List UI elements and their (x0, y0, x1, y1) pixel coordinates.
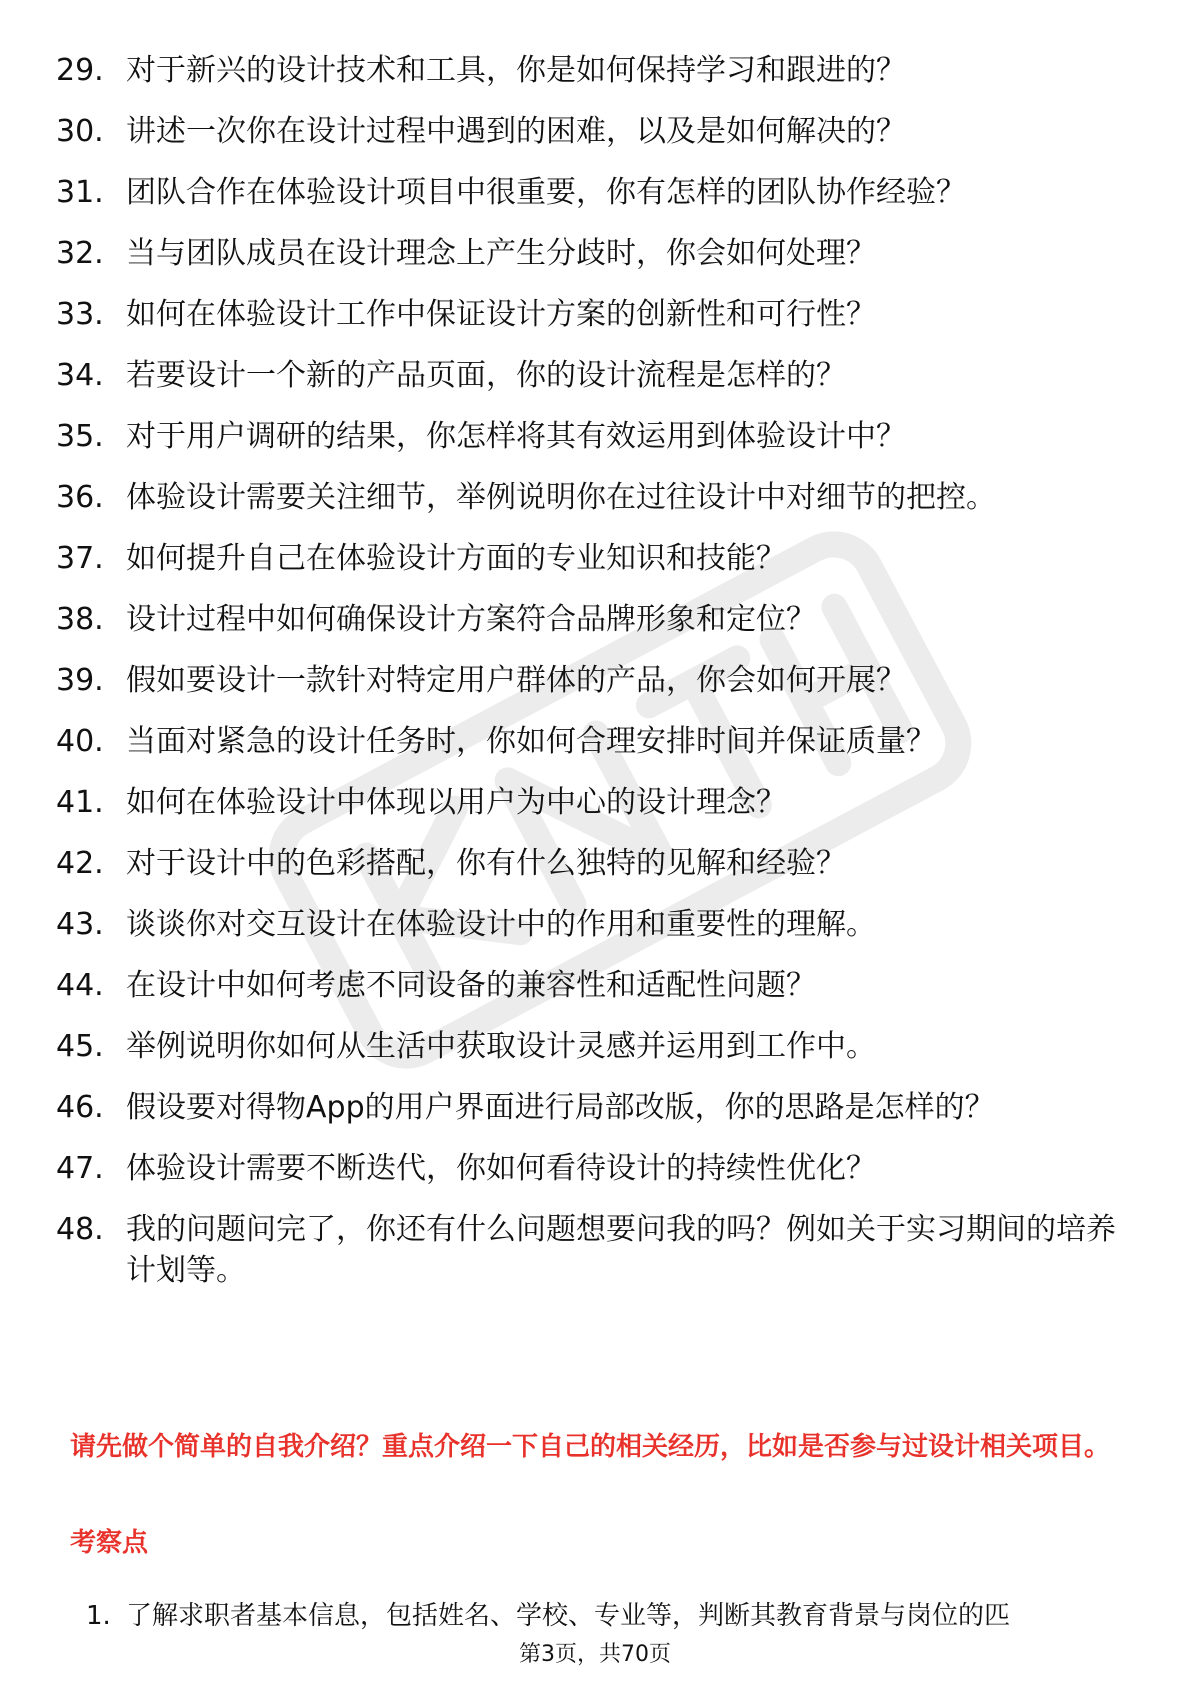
point-text: 了解求职者基本信息，包括姓名、学校、专业等，判断其教育背景与岗位的匹 (126, 1601, 1011, 1631)
list-item (56, 538, 1116, 579)
list-item (86, 1598, 1126, 1634)
list-item (56, 1148, 1116, 1189)
list-item (56, 477, 1116, 518)
question-number: 33. (56, 297, 104, 332)
question-number: 45. (56, 1029, 104, 1064)
question-text: 设计过程中如何确保设计方案符合品牌形象和定位？ (126, 602, 816, 637)
point-number: 1. (86, 1601, 111, 1631)
question-text: 如何在体验设计中体现以用户为中心的设计理念？ (126, 785, 786, 820)
question-text: 如何提升自己在体验设计方面的专业知识和技能？ (126, 541, 786, 576)
list-item (56, 782, 1116, 823)
list-item (56, 721, 1116, 762)
question-number: 42. (56, 846, 104, 881)
question-number: 30. (56, 114, 104, 149)
list-item (56, 416, 1116, 457)
question-text: 谈谈你对交互设计在体验设计中的作用和重要性的理解。 (126, 907, 876, 942)
question-text: 对于新兴的设计技术和工具，你是如何保持学习和跟进的？ (126, 53, 906, 88)
question-number: 46. (56, 1090, 104, 1125)
question-number: 47. (56, 1151, 104, 1186)
list-item (56, 172, 1116, 213)
question-text: 体验设计需要不断迭代，你如何看待设计的持续性优化？ (126, 1151, 876, 1186)
list-item (56, 1209, 1116, 1291)
question-number: 43. (56, 907, 104, 942)
question-number: 44. (56, 968, 104, 1003)
question-number: 38. (56, 602, 104, 637)
question-text: 若要设计一个新的产品页面，你的设计流程是怎样的？ (126, 358, 846, 393)
question-number: 41. (56, 785, 104, 820)
question-number: 32. (56, 236, 104, 271)
question-text: 当与团队成员在设计理念上产生分歧时，你会如何处理？ (126, 236, 876, 271)
question-list (56, 50, 1116, 1311)
question-text: 团队合作在体验设计项目中很重要，你有怎样的团队协作经验？ (126, 175, 966, 210)
question-text: 体验设计需要关注细节，举例说明你在过往设计中对细节的把控。 (126, 480, 996, 515)
list-item (56, 843, 1116, 884)
question-number: 34. (56, 358, 104, 393)
question-text: 在设计中如何考虑不同设备的兼容性和适配性问题？ (126, 968, 816, 1003)
list-item (56, 904, 1116, 945)
question-text: 举例说明你如何从生活中获取设计灵感并运用到工作中。 (126, 1029, 876, 1064)
list-item (56, 50, 1116, 91)
page-footer: 第3页，共70页 (519, 1642, 671, 1667)
list-item (56, 233, 1116, 274)
question-number: 36. (56, 480, 104, 515)
question-text: 对于设计中的色彩搭配，你有什么独特的见解和经验？ (126, 846, 846, 881)
question-text: 当面对紧急的设计任务时，你如何合理安排时间并保证质量？ (126, 724, 936, 759)
points-list (86, 1598, 1126, 1634)
section-label: 考察点 (70, 1528, 149, 1558)
list-item (56, 660, 1116, 701)
list-item (56, 1026, 1116, 1067)
list-item (56, 1087, 1116, 1128)
question-number: 40. (56, 724, 104, 759)
question-number: 35. (56, 419, 104, 454)
question-number: 48. (56, 1212, 104, 1247)
list-item (56, 355, 1116, 396)
question-number: 29. (56, 53, 104, 88)
question-text: 我的问题问完了，你还有什么问题想要问我的吗？例如关于实习期间的培养计划等。 (126, 1212, 1116, 1288)
question-number: 31. (56, 175, 104, 210)
question-text: 讲述一次你在设计过程中遇到的困难，以及是如何解决的？ (126, 114, 906, 149)
question-text: 如何在体验设计工作中保证设计方案的创新性和可行性？ (126, 297, 876, 332)
question-text: 对于用户调研的结果，你怎样将其有效运用到体验设计中？ (126, 419, 906, 454)
list-item (56, 965, 1116, 1006)
question-number: 39. (56, 663, 104, 698)
highlight-question: 请先做个简单的自我介绍？重点介绍一下自己的相关经历，比如是否参与过设计相关项目。 (70, 1432, 1111, 1462)
question-text: 假如要设计一款针对特定用户群体的产品，你会如何开展？ (126, 663, 906, 698)
list-item (56, 599, 1116, 640)
question-number: 37. (56, 541, 104, 576)
list-item (56, 111, 1116, 152)
list-item (56, 294, 1116, 335)
question-text: 假设要对得物App的用户界面进行局部改版，你的思路是怎样的？ (126, 1090, 995, 1125)
